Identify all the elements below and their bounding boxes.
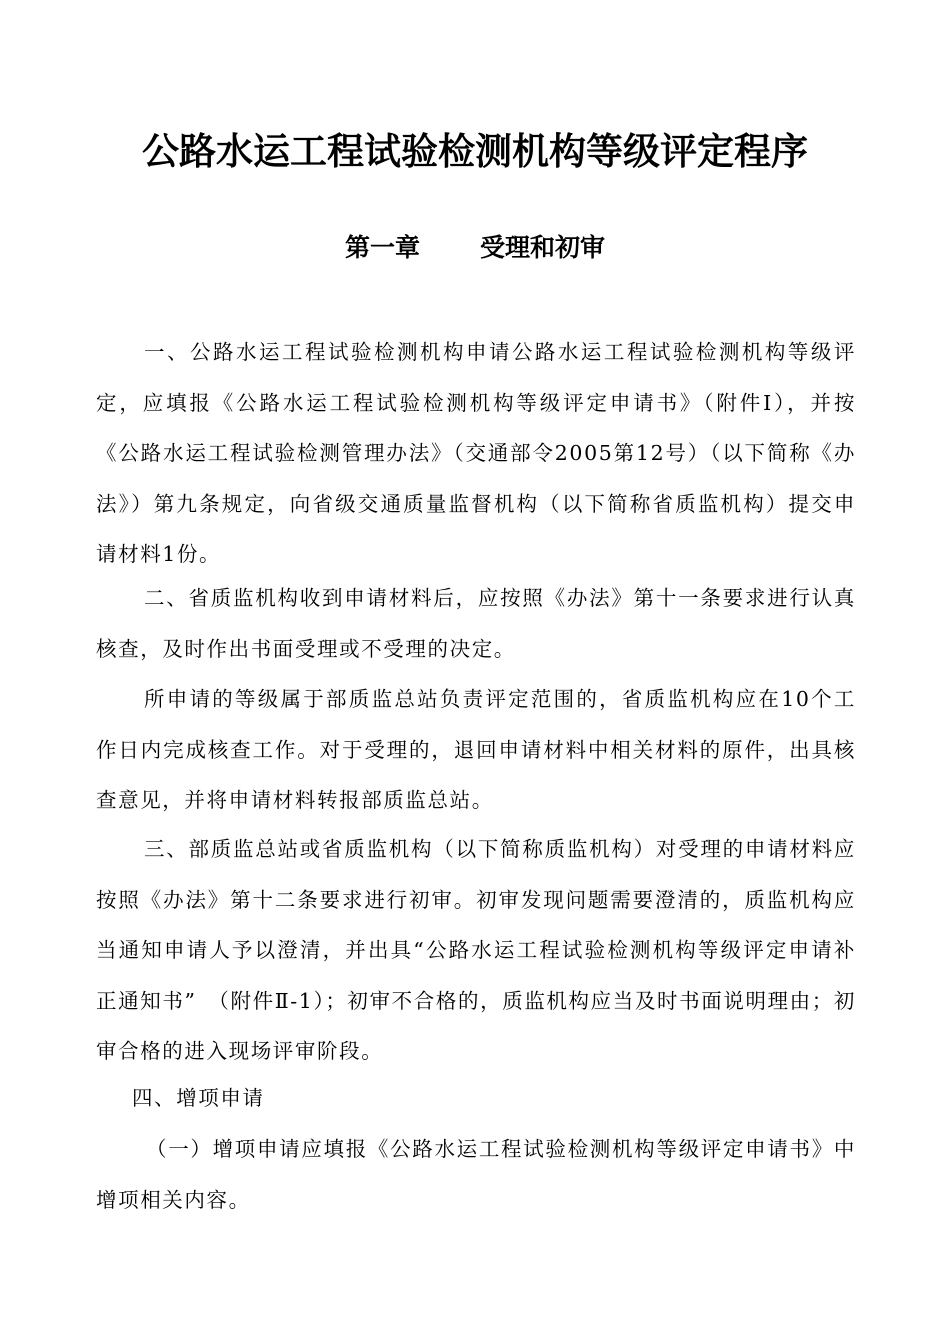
paragraph-article-2-detail: 所申请的等级属于部质监总站负责评定范围的，省质监机构应在10个工作日内完成核查工作。对于受理的，退回申请材料中相关材料的原件，出具核查意见，并将申请材料转报部质监总站。 [96, 687, 856, 812]
paragraph-article-1: 一、公路水运工程试验检测机构申请公路水运工程试验检测机构等级评定，应填报《公路水运工程试验检测机构等级评定申请书》（附件Ⅰ），并按《公路水运工程试验检测管理办法》（交通部令2005第12号）（以下简称《办法》）第九条规定，向省级交通质量监督机构（以下简称省质监机构）提交申请材料1份。 [96, 340, 856, 566]
paragraph-article-4-item-1: （一）增项申请应填报《公路水运工程试验检测机构等级评定申请书》中增项相关内容。 [96, 1137, 856, 1212]
chapter-number: 第一章 [344, 233, 420, 262]
document-title: 公路水运工程试验检测机构等级评定程序 [142, 130, 808, 173]
chapter-name: 受理和初审 [480, 233, 606, 262]
paragraph-article-4-heading: 四、增项申请 [132, 1086, 265, 1110]
chapter-heading [0, 228, 950, 268]
paragraph-article-2: 二、省质监机构收到申请材料后，应按照《办法》第十一条要求进行认真核查，及时作出书面受理或不受理的决定。 [96, 586, 856, 661]
paragraph-article-3: 三、部质监总站或省质监机构（以下简称质监机构）对受理的申请材料应按照《办法》第十二条要求进行初审。初审发现问题需要澄清的，质监机构应当通知申请人予以澄清，并出具“公路水运工程试验检测机构等级评定申请补正通知书” （附件Ⅱ-1）；初审不合格的，质监机构应当及时书面说明理由；初审合格的进入现场评审阶段。 [96, 837, 856, 1063]
